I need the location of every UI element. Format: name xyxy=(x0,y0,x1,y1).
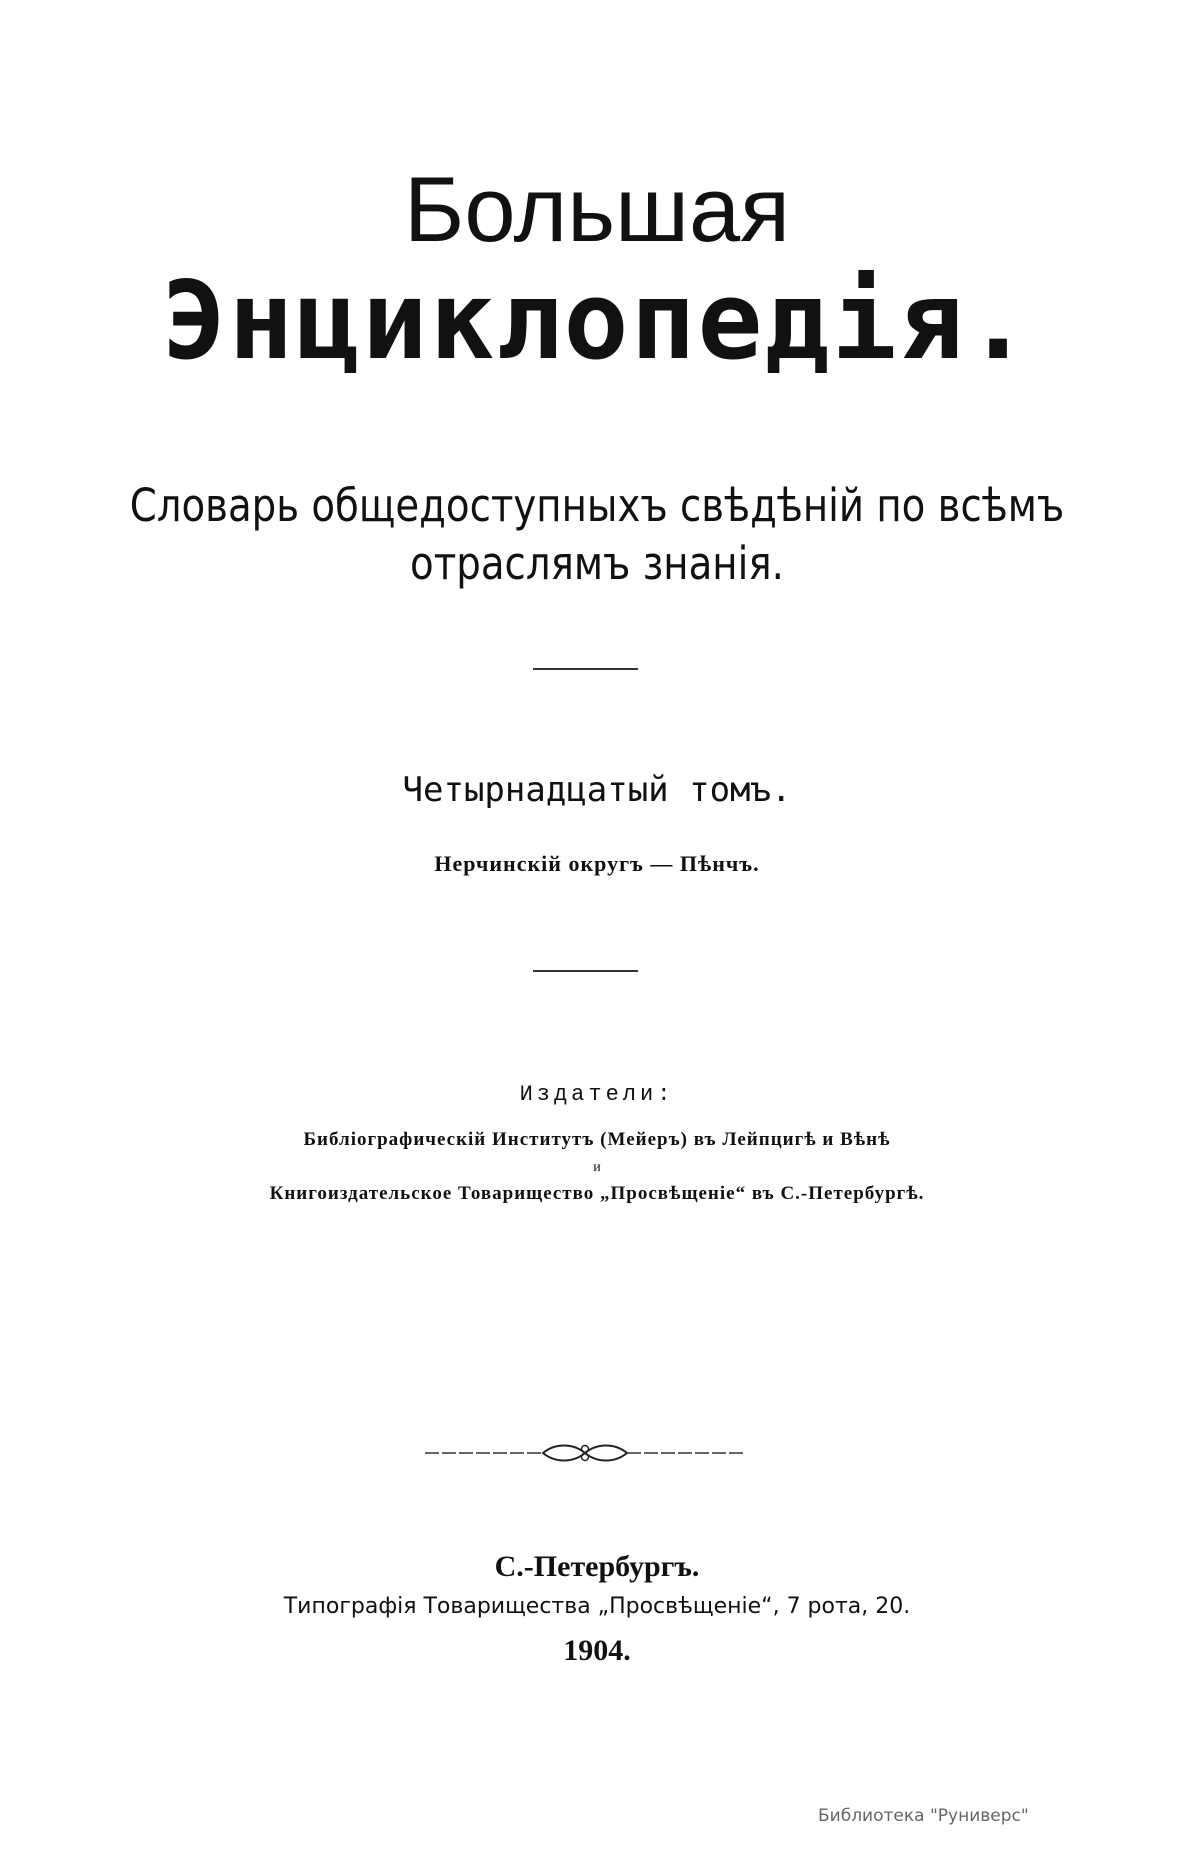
volume-range: Нерчинскій округъ — Пѣнчъ. xyxy=(434,851,760,876)
title-line-1: Большая xyxy=(404,159,790,261)
publisher-second: Книгоиздательское Товарищество „Просвѣщеніе“ въ С.-Петербургѣ. xyxy=(269,1183,925,1204)
imprint-printer: Типографія Товарищества „Просвѣщеніе“, 7 рота, 20. xyxy=(283,1594,911,1619)
imprint-city: С.-Петербургъ. xyxy=(494,1550,700,1583)
publisher-first: Библіографическій Институтъ (Мейеръ) въ Лейпцигѣ и Вѣнѣ xyxy=(303,1129,891,1150)
title-line-2: Энциклопедія. xyxy=(161,259,1033,384)
divider-rule xyxy=(533,970,638,972)
volume-label: Четырнадцатый томъ. xyxy=(402,770,792,810)
divider-rule xyxy=(533,668,638,670)
publisher-conjunction: и xyxy=(593,1160,601,1175)
subtitle-line-2: отраслямъ знанія. xyxy=(410,537,784,590)
library-watermark: Библиотека "Руниверс" xyxy=(818,1806,1029,1826)
subtitle-line-1: Словарь общедоступныхъ свѣдѣній по всѣмъ xyxy=(129,479,1065,532)
imprint-year: 1904. xyxy=(563,1634,631,1667)
publishers-heading: Издатели: xyxy=(519,1082,675,1107)
ornament-divider xyxy=(425,1438,745,1468)
